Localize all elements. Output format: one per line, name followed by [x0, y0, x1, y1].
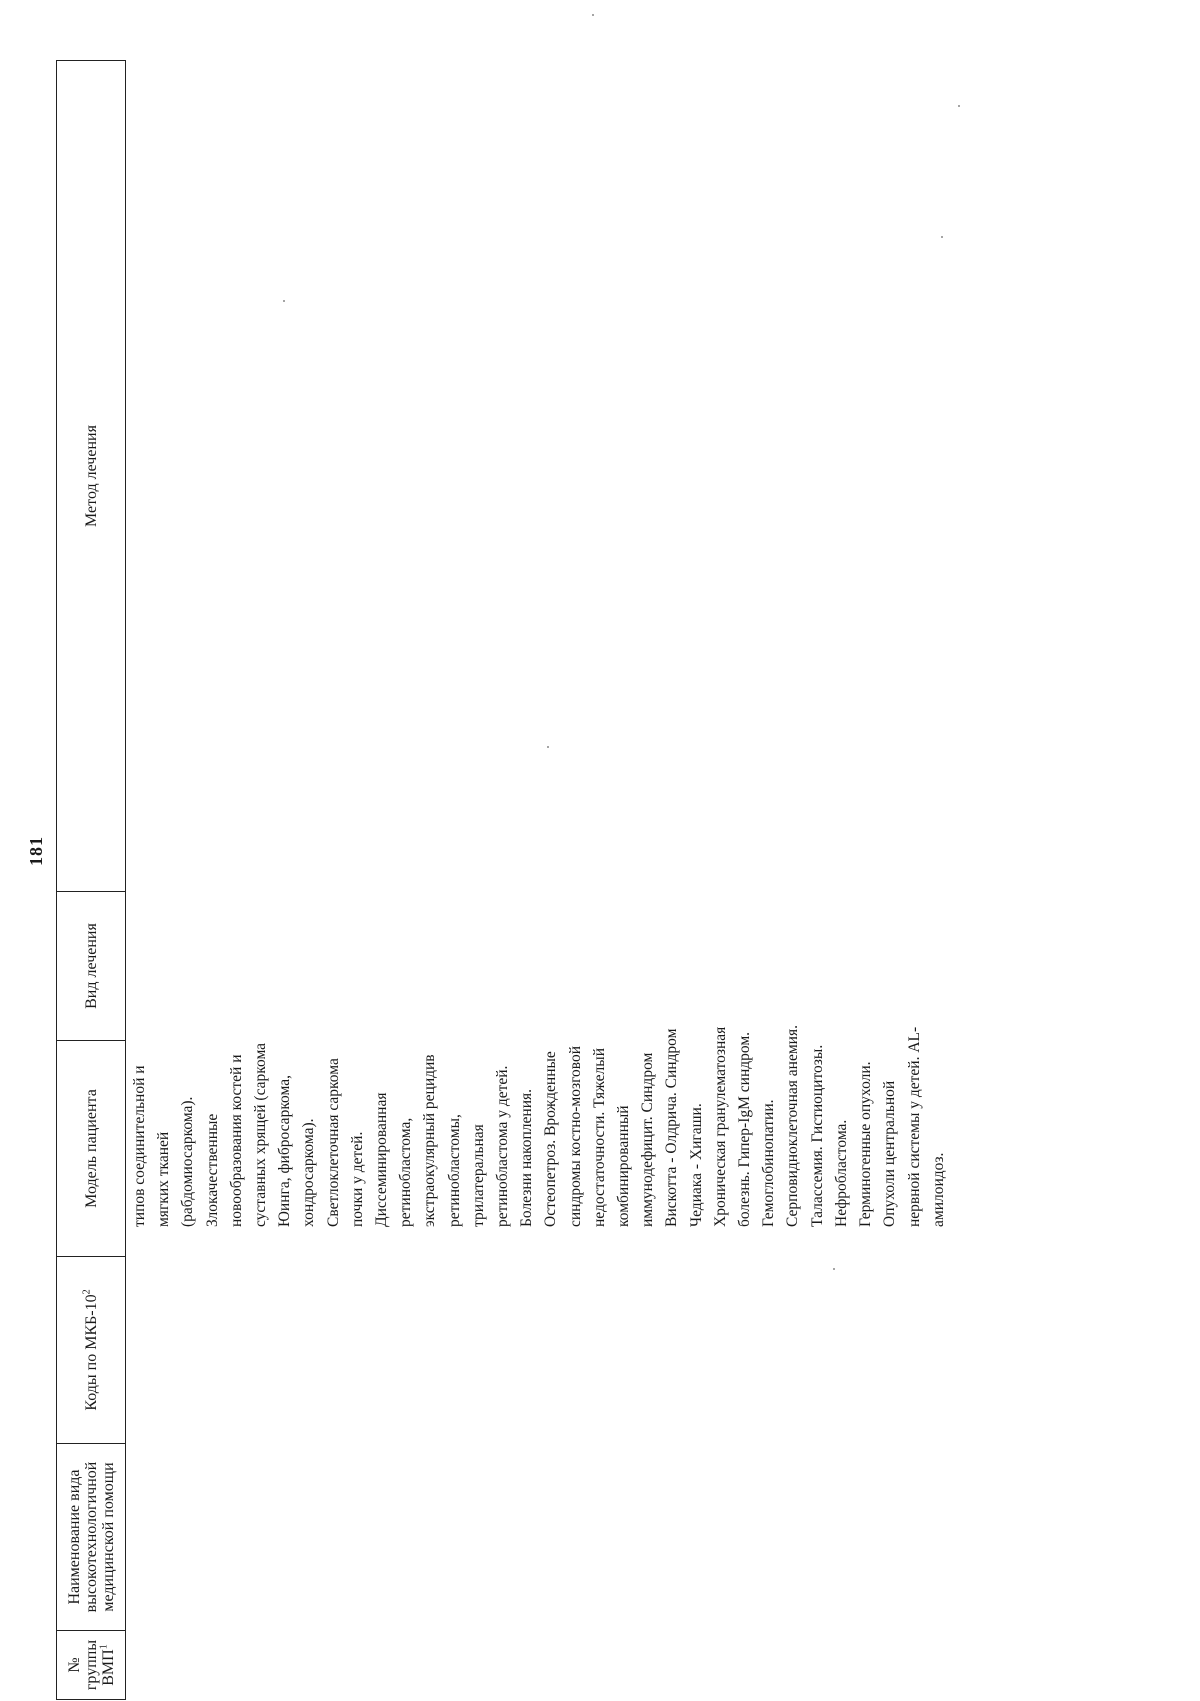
scan-speck [941, 236, 943, 238]
model-text-line: Хроническая гранулематозная [711, 1026, 729, 1227]
header-group-number [57, 1631, 126, 1700]
model-text-line: синдромы костно-мозговой [566, 1045, 584, 1227]
header-treatment-type: Вид лечения [57, 892, 126, 1041]
patient-model-text [128, 1015, 951, 1227]
model-text-line: Злокачественные [203, 1113, 221, 1227]
header-icd-codes [57, 1257, 126, 1444]
model-text-line: Чедиака - Хигаши. [687, 1103, 705, 1227]
model-text-line: трилатеральная [469, 1124, 487, 1227]
model-text-line: Болезни накопления. [518, 1088, 536, 1227]
model-text-line: Гемоглобинопатии. [760, 1099, 778, 1227]
model-text-line: Диссеминированная [373, 1092, 391, 1227]
page-number: 181 [26, 836, 46, 866]
scan-speck [283, 300, 285, 302]
header-codes-text: Коды по МКБ-10 [82, 1294, 100, 1411]
model-text-line: иммунодефицит. Синдром [639, 1052, 657, 1227]
header-hmp-type-name [57, 1444, 126, 1631]
header-treatment-method: Метод лечения [57, 61, 126, 892]
model-text-line: ретинобластомы, [445, 1114, 463, 1227]
footnote-1: 1 [98, 1644, 110, 1650]
header-row [57, 61, 126, 1700]
model-text-line: Светлоклеточная саркома [324, 1058, 342, 1227]
model-text-line: Серповидноклеточная анемия. [784, 1025, 802, 1227]
footnote-2: 2 [81, 1289, 93, 1295]
model-text-line: комбинированный [615, 1105, 633, 1227]
scan-speck [833, 1268, 835, 1270]
model-text-line: Юинга, фибросаркома, [276, 1075, 294, 1227]
model-text-line: Опухоли центральной [881, 1080, 899, 1227]
model-text-line: суставных хрящей (саркома [252, 1042, 270, 1227]
model-text-line: новообразования костей и [227, 1054, 245, 1227]
model-text-line: ретинобластома у детей. [494, 1065, 512, 1227]
table-header [56, 60, 126, 1700]
header-patient-model: Модель пациента [57, 1041, 126, 1257]
model-text-line: мягких тканей [155, 1131, 173, 1227]
scan-speck [547, 746, 549, 748]
model-text-line: Герминогенные опухоли. [857, 1061, 875, 1227]
model-text-line: недостаточности. Тяжелый [590, 1048, 608, 1227]
model-text-line: амилоидоз. [929, 1152, 947, 1227]
model-text-line: ретинобластома, [397, 1117, 415, 1227]
model-text-line: хондросаркома). [300, 1118, 318, 1227]
scan-speck [592, 14, 594, 16]
header-name-line2: высокотехнологичной [82, 1461, 100, 1613]
header-num-line2: группы [82, 1639, 100, 1691]
model-text-line: экстраокулярный рецидив [421, 1054, 439, 1227]
model-text-line: болезнь. Гипер-IgM синдром. [736, 1031, 754, 1227]
model-text-line: типов соединительной и [131, 1065, 148, 1227]
model-text-line: почки у детей. [348, 1131, 366, 1227]
model-text-line: нервной системы у детей. AL- [905, 1026, 923, 1227]
model-text-line: Талассемия. Гистиоцитозы. [808, 1044, 826, 1227]
scan-speck [958, 105, 960, 107]
header-name-line1: Наименование вида [65, 1469, 83, 1605]
header-num-line1: № [65, 1657, 83, 1673]
header-name-line3: медицинской помощи [99, 1462, 117, 1612]
header-num-line3: ВМП [99, 1649, 117, 1686]
model-text-line: (рабдомиосаркома). [179, 1096, 197, 1227]
model-text-line: Вискотта - Олдрича. Синдром [663, 1028, 681, 1227]
model-text-line: Нефробластома. [832, 1119, 850, 1227]
model-text-line: Остеопетроз. Врожденные [542, 1051, 560, 1227]
